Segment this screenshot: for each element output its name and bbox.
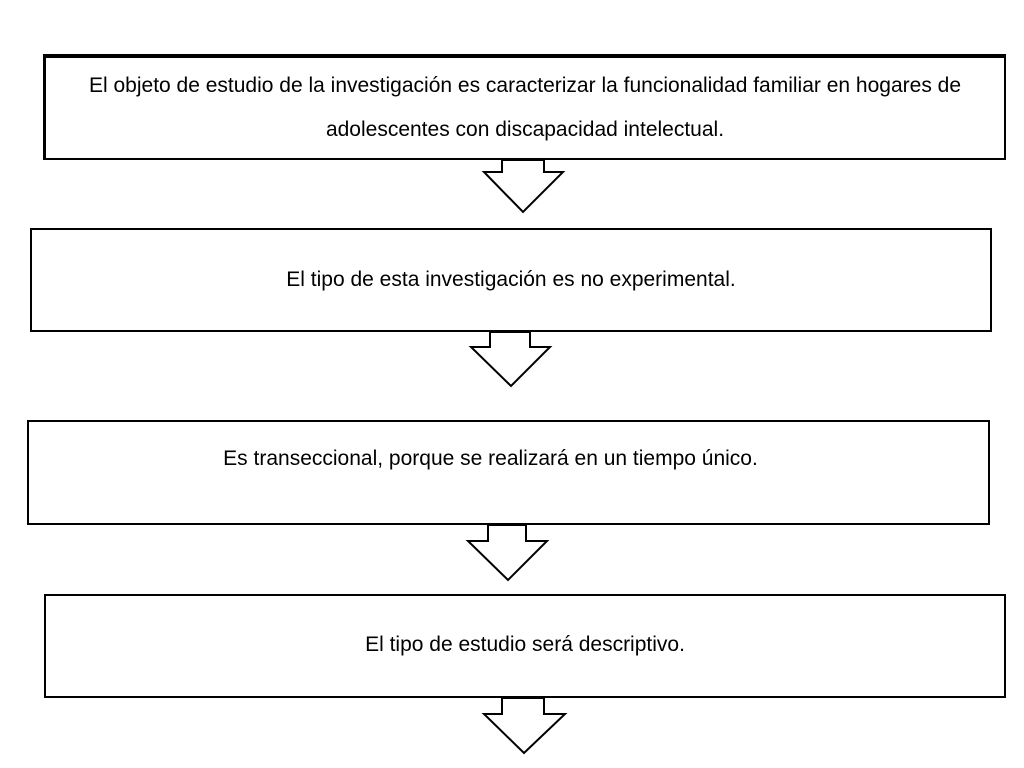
down-arrow-icon: [469, 332, 553, 390]
flow-step-3-text: Es transeccional, porque se realizará en un tiempo único.: [223, 447, 758, 470]
flow-step-1-text: El objeto de estudio de la investigación es caracterizar la funcionalidad familiar en hogares de adolescentes con discapacidad intelectual.: [88, 74, 962, 141]
down-arrow-icon: [466, 525, 550, 583]
flow-step-3: [27, 420, 990, 525]
flow-step-2-text: El tipo de esta investigación es no experimental.: [286, 268, 736, 291]
flow-step-4: [44, 594, 1006, 698]
down-arrow-icon: [482, 160, 566, 216]
flow-step-1: [43, 54, 1006, 160]
flow-step-4-text: El tipo de estudio será descriptivo.: [365, 633, 685, 656]
down-arrow-icon: [482, 698, 568, 756]
flow-step-2: [30, 228, 992, 332]
